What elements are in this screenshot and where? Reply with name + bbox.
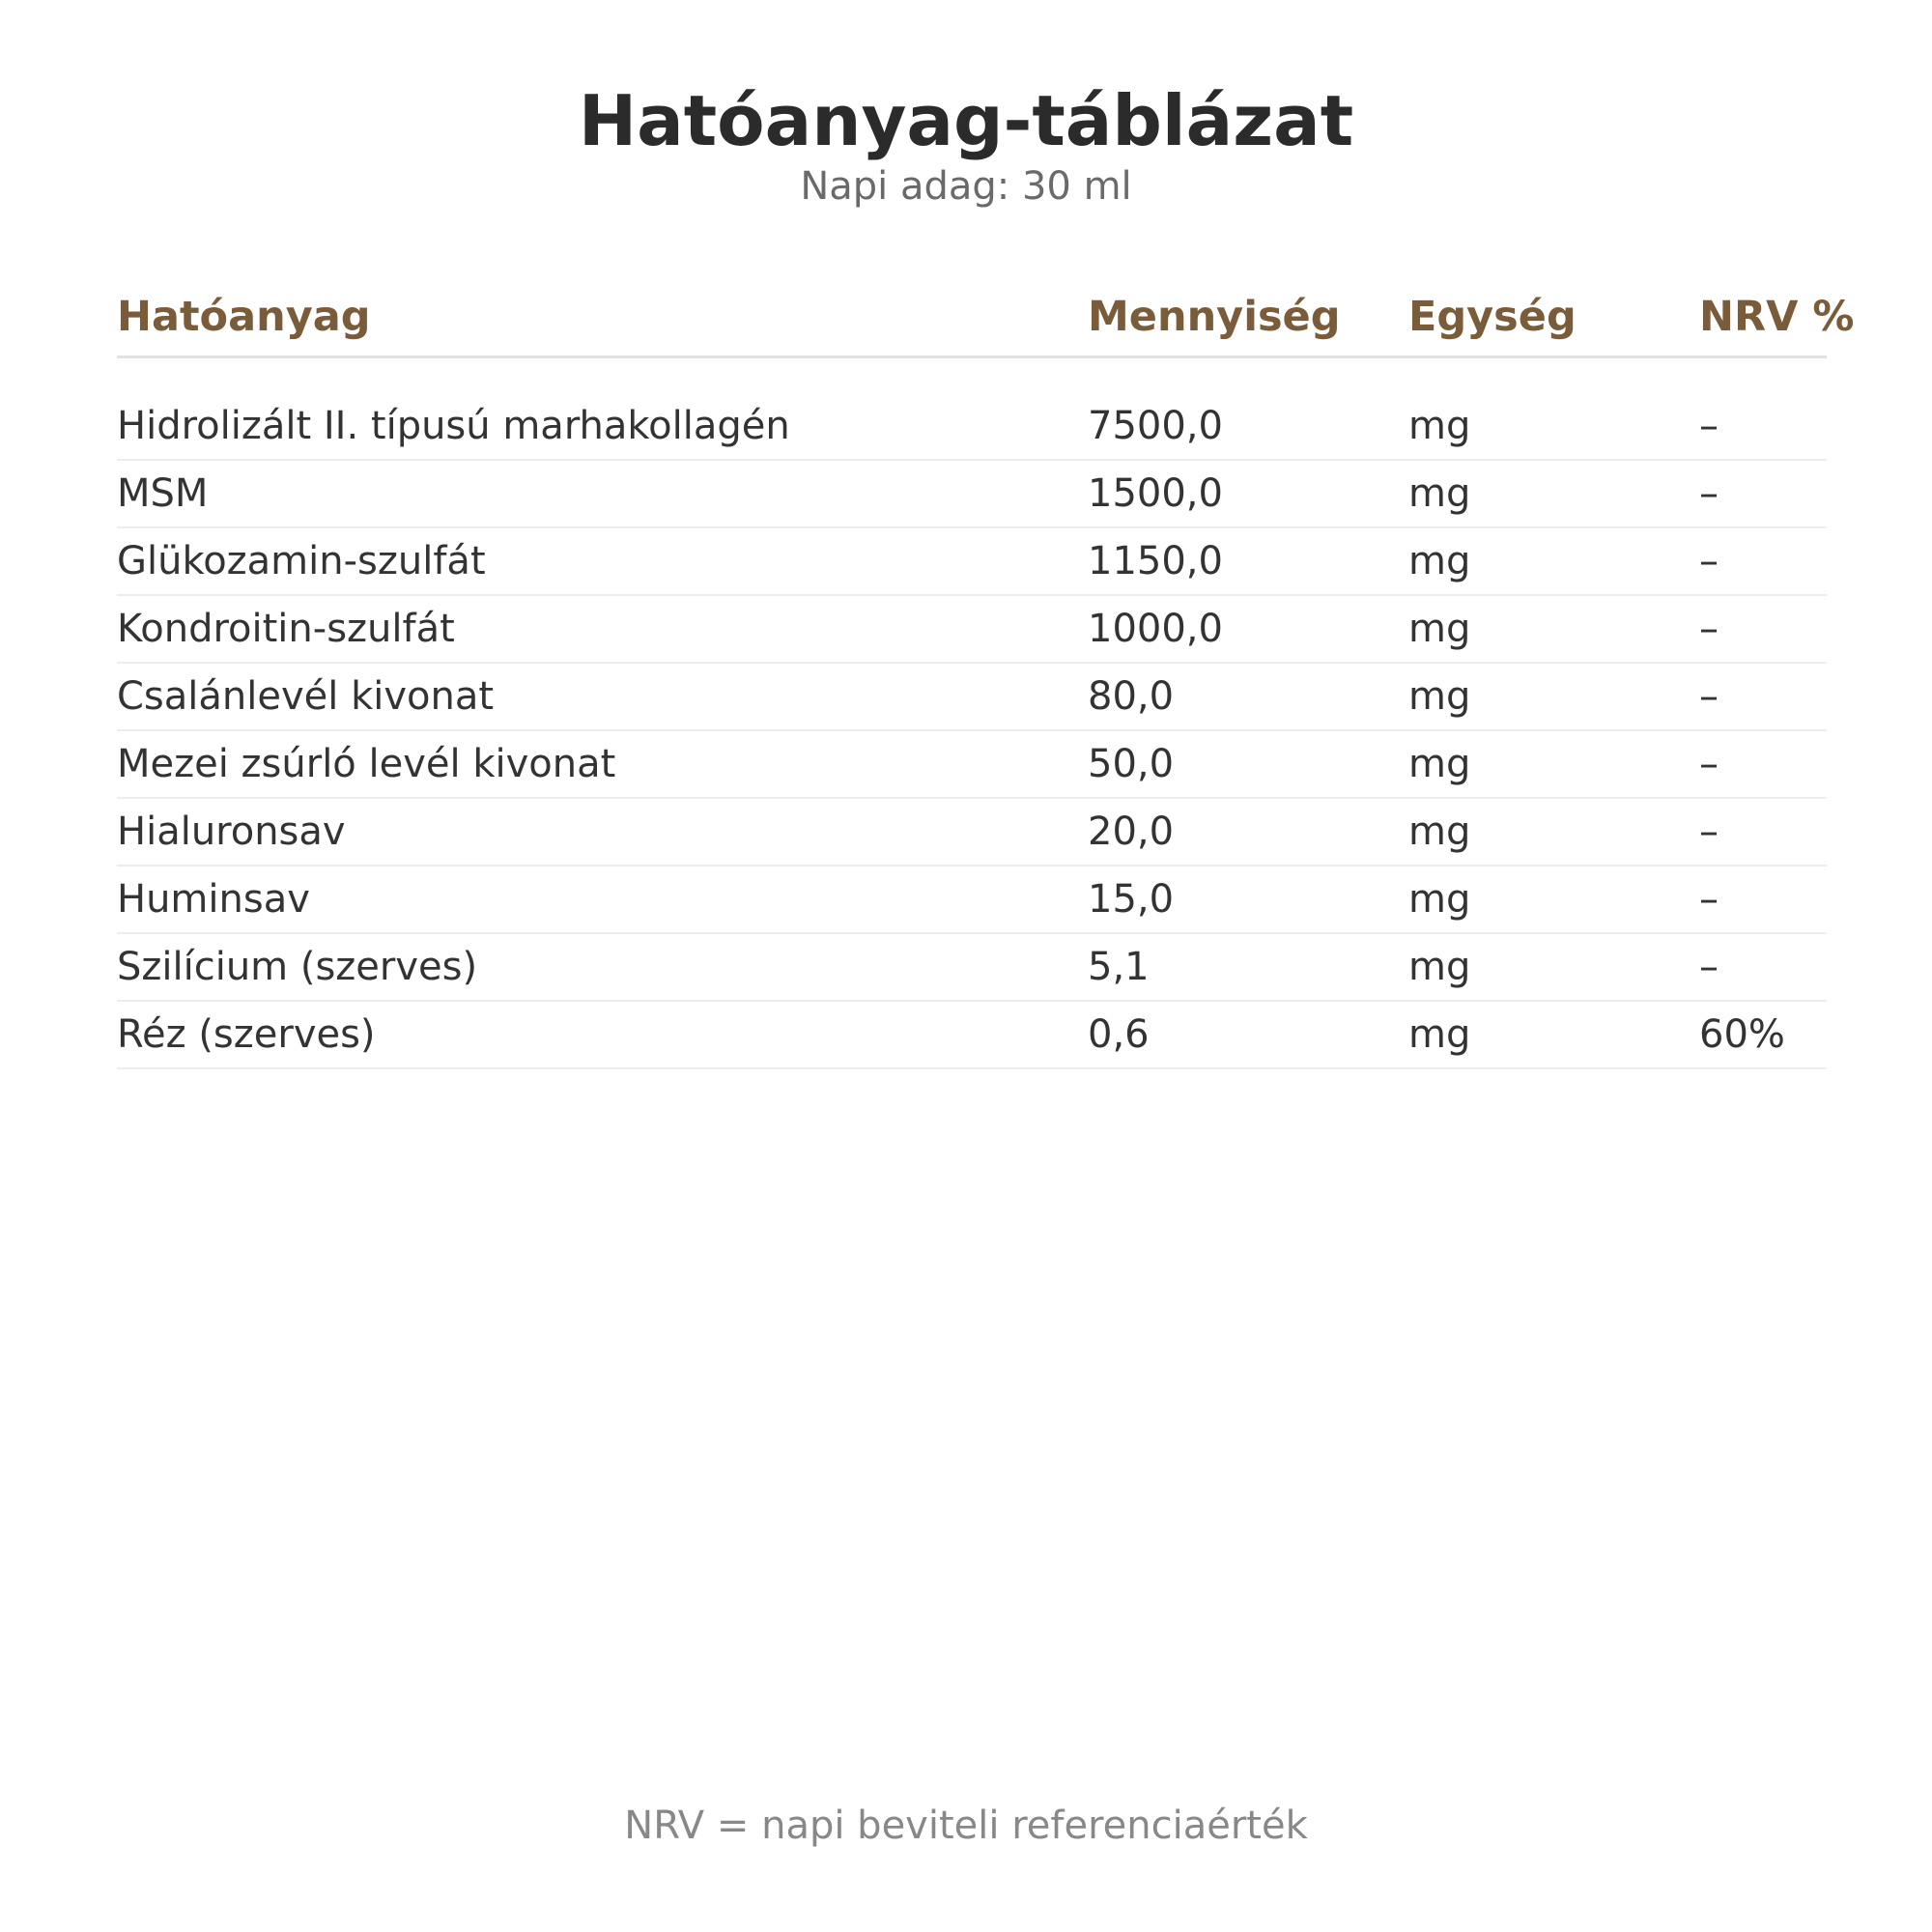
ingredient-nrv: 60% [1699, 1012, 1785, 1057]
table-row [117, 393, 1827, 461]
table-row [117, 799, 1827, 867]
ingredient-nrv: – [1699, 674, 1719, 719]
ingredient-unit: mg [1408, 539, 1471, 583]
ingredient-nrv: – [1699, 945, 1719, 989]
ingredient-name: Hidrolizált II. típusú marhakollagén [117, 404, 790, 448]
ingredient-unit: mg [1408, 877, 1471, 922]
table-row [117, 1002, 1827, 1069]
table-header-row [117, 286, 1855, 358]
ingredient-unit: mg [1408, 810, 1471, 854]
column-header-nrv: NRV % [1699, 293, 1855, 341]
table-row [117, 528, 1827, 596]
ingredient-quantity: 7500,0 [1088, 404, 1223, 448]
ingredient-quantity: 1500,0 [1088, 471, 1223, 516]
ingredient-name: Szilícium (szerves) [117, 945, 478, 989]
serving-size-subtitle: Napi adag: 30 ml [800, 164, 1132, 209]
table-row [117, 934, 1827, 1002]
ingredient-quantity: 0,6 [1088, 1012, 1150, 1057]
ingredient-unit: mg [1408, 742, 1471, 786]
ingredient-quantity: 15,0 [1088, 877, 1175, 922]
column-header-quantity: Mennyiség [1088, 293, 1341, 341]
ingredient-quantity: 80,0 [1088, 674, 1175, 719]
ingredient-name: Mezei zsúrló levél kivonat [117, 742, 616, 786]
ingredient-name: MSM [117, 471, 209, 516]
page-title: Hatóanyag-táblázat [578, 80, 1354, 161]
ingredient-unit: mg [1408, 607, 1471, 651]
ingredient-name: Csalánlevél kivonat [117, 674, 495, 719]
ingredient-quantity: 50,0 [1088, 742, 1175, 786]
ingredient-nrv: – [1699, 810, 1719, 854]
table-row [117, 664, 1827, 731]
ingredient-name: Huminsav [117, 877, 310, 922]
ingredient-table [117, 286, 1855, 1069]
ingredient-quantity: 1150,0 [1088, 539, 1223, 583]
ingredient-unit: mg [1408, 674, 1471, 719]
ingredient-nrv: – [1699, 471, 1719, 516]
ingredient-unit: mg [1408, 945, 1471, 989]
table-row [117, 867, 1827, 934]
column-header-ingredient: Hatóanyag [117, 293, 371, 341]
table-row [117, 596, 1827, 664]
ingredient-quantity: 1000,0 [1088, 607, 1223, 651]
ingredient-nrv: – [1699, 404, 1719, 448]
column-header-unit: Egység [1408, 293, 1577, 341]
table-row [117, 731, 1827, 799]
ingredient-quantity: 20,0 [1088, 810, 1175, 854]
ingredient-unit: mg [1408, 404, 1471, 448]
table-row [117, 461, 1827, 528]
ingredient-unit: mg [1408, 1012, 1471, 1057]
ingredient-nrv: – [1699, 607, 1719, 651]
ingredient-nrv: – [1699, 539, 1719, 583]
ingredient-quantity: 5,1 [1088, 945, 1150, 989]
ingredient-name: Hialuronsav [117, 810, 346, 854]
ingredient-name: Glükozamin-szulfát [117, 539, 486, 583]
table-body [117, 393, 1827, 1069]
ingredient-nrv: – [1699, 742, 1719, 786]
ingredient-unit: mg [1408, 471, 1471, 516]
nrv-footnote: NRV = napi beviteli referenciaérték [624, 1804, 1308, 1848]
ingredient-name: Réz (szerves) [117, 1012, 376, 1057]
ingredient-nrv: – [1699, 877, 1719, 922]
ingredient-name: Kondroitin-szulfát [117, 607, 455, 651]
